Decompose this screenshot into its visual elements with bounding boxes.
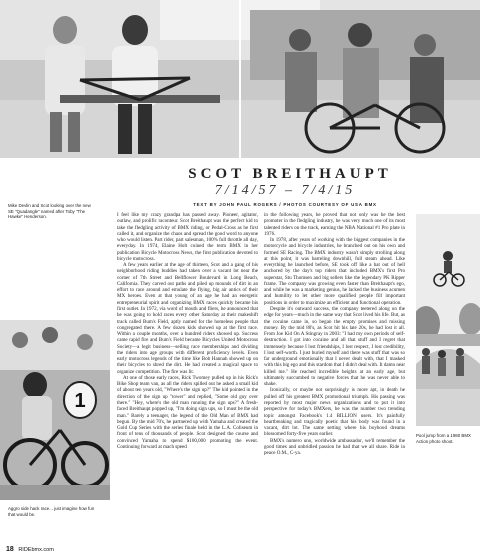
svg-text:1: 1 — [74, 390, 86, 412]
caption-right: Pool jump from a 1980 BMX Action photo shoot. — [416, 433, 471, 444]
body-column-1 — [117, 212, 258, 450]
site-url[interactable]: RIDEbmx.com — [18, 547, 54, 553]
photo-side-hack-race — [0, 320, 110, 500]
photo-workshop — [0, 0, 480, 158]
paragraph: I feel like my crazy grandpa has passed away. Pioneer, agitator, outlaw, and prolific raconteur. Scot Breithaupt was the perfect kid to take the fledgling activity of BMX riding, or Pedal-Cross as he first called it, and organize the chaos and spread the good word to anyone who would listen. Part rider, part salesman, 100% full throttle all day, everyday. In 1974, Elaine Holt coined the term BMX in her publication Bicycle Motocross News, the first publication devoted to bicycle motocross. — [117, 212, 258, 262]
life-dates: 7/14/57 – 7/4/15 — [214, 183, 356, 198]
caption-top-left: Mike Devlin and Scot looking over the new SE "Quadangle" named after Toby "The Hawke" Henderson. — [8, 203, 91, 220]
paragraph: Despite it's outward success, the company teetered along on the edge for years—much in the same way that Scot lived his life. But, as the cocaine came in, so began the empty promises and missing money. By the mid 80's, as Scot hit his late 20s, he had lost it all. From Joe Kid On A Stingray in 2003: "I had my own periods of self-destruction. I got into cocaine and all that stuff and I regret that immensely because I lost friendships, I lost respect, I lost credibility, I lost self-worth. I just buried myself and there was stuff that was so far underground emotionally that I never dealt with, that I masked with this big ego and this stardom that I didn't deal with. It damn near killed me." He reached incredible heights at an early age, but ultimately succumbed to negative forces that he was never able to shake. — [264, 305, 405, 388]
paragraph: BMX's numero uno, worldwide ambassador, we'll remember the good times and unbridled passion he had that we all share. Ride in peace O.M., C-ya. — [264, 437, 405, 457]
byline: TEXT BY JOHN PAUL ROGERS / PHOTOS COURTESY OF USA BMX — [193, 202, 377, 207]
paragraph: At one of those early races, Rick Twomey pulled up in his Rick's Bike Shop team van, as all the riders spilled out he asked a small kid of about ten years old, "Where's the sign up?" The kid pointed in the direction of the sign up "tower" and replied, "Some old guy over there." "Hey, where's the old man running the sign ups?" A fresh-faced Breithaupt popped up, "I'm doing sign ups, so I must be the old man." Barely a teenager, the legend of the Old Man of BMX had begun. By the mid 70's, he partnered up with Yamaha and created the Gold Cup Series with the series finale held in the L.A. Coliseum in front of tens of thousands of people. Scot designed the course and convinced Yamaha to spend $100,000 promoting the event. Continuing forward at mach speed — [117, 374, 258, 450]
page-title: SCOT BREITHAUPT — [188, 166, 392, 182]
paragraph: Ironically, or maybe not surprisingly is more apt, in death he pulled off his greatest BMX promotional triumph. His passing was reported by most major news organizations and to put it into perspective for today's BMXers, he was the number two trending topic amongst Facebook's 1.4 BILLION users. It's painfully heartbreaking and tragically poetic that his body was found in a vacant, dirt lot. The same setting where his boyhood dreams blossomed forty-five years earlier. — [264, 387, 405, 438]
paragraph: A few years earlier at the age of thirteen, Scot and a gang of his neighborhood riding buddies had taken over a vacant lot near the corner of 7th Street and Bellflower Boulevard in Long Beach, California. They carved out paths and piled up mounds of dirt in an effort to race around and emulate the flying, big air antics of their MX heroes. Even at that young of an age he had an energetic entrepreneurial spirit and organizing BMX races quickly became his first outlet. In 1972, via word of mouth and fliers, he announced that he was going to hold races every other Saturday at their makeshift track called Bum's Field, aptly named for the homeless people that congregated there. A few dozen kids showed up at the first race. Within a couple months, over a hundred riders showed up. Success came rapid fire and Bum's Field became Bicycles United Motocross Society—a legit business—selling race memberships and dividing the riders into age groups with different proficiency levels. Even early motocross legends of the time like Bob Hannah showed up on their bicycles to shred the dirt. He had created a magical space to organize competition. The fire was lit. — [117, 262, 258, 375]
page-footer — [6, 546, 54, 553]
caption-bottom-left: Aggro side hack race... just imagine how fun that would be. — [8, 506, 95, 517]
photo-pool-jump — [416, 214, 480, 426]
body-column-2 — [264, 212, 405, 456]
paragraph: In 1978, after years of working with the biggest companies in the motorcycle and bicycle industries, he branched out on his own and formed SE Racing. The BMX industry wasn't simply strolling along at this point, it was barreling downhill, full steam ahead. Like everything he launched before, SE took off like a bat out of hell anchored by the day's top riders that included BMX's first Pro superstar, Stu Thomsen and big sellers like the legendary PK Ripper frame. The company was growing even faster than Breithaupt's ego, and while he was a marketing genius, he lacked the business acumen and humility to let other more qualified people fill important positions in order to maximize an efficient and functional operation. — [264, 237, 405, 306]
paragraph: in the following years, he proved that not only was he the best promoter in the fledgling industry, he was very much one of its most talented riders on the track, earning the NBA National #1 Pro plate in 1976. — [264, 212, 405, 237]
page-number: 18 — [6, 546, 14, 553]
